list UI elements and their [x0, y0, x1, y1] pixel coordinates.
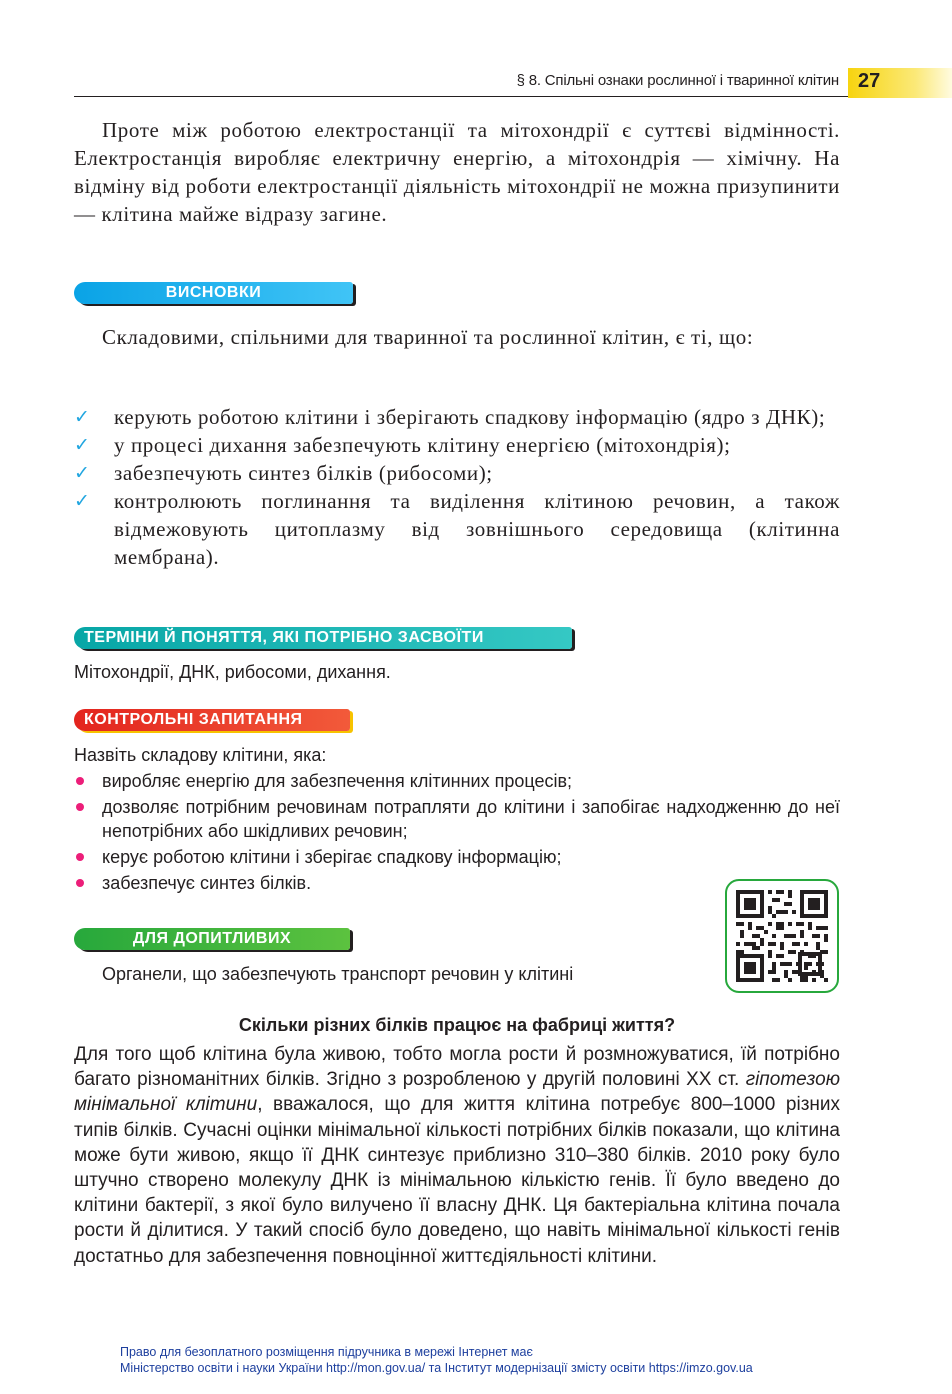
- qr-code-graphic: [736, 890, 828, 982]
- control-questions-banner: КОНТРОЛЬНІ ЗАПИТАННЯ: [74, 709, 350, 731]
- curious-banner: ДЛЯ ДОПИТЛИВИХ: [74, 928, 350, 950]
- info-box-title: Скільки різних білків працює на фабриці життя?: [238, 1015, 676, 1035]
- list-item-text: виробляє енергію для забезпечення клітинних процесів;: [102, 771, 573, 791]
- conclusions-banner: ВИСНОВКИ: [74, 282, 353, 304]
- bullet-icon: [76, 803, 84, 811]
- bullet-icon: [76, 853, 84, 861]
- control-questions-list: [74, 769, 840, 897]
- checkmark-icon: ✓: [74, 434, 91, 456]
- list-item: [74, 845, 840, 869]
- info-box-text-part: Для того щоб клітина була живою, тобто могла рости й розмножуватися, їй потрібно багато різноманітних білків. Згідно з розробленою у другій половині XX ст.: [74, 1044, 840, 1091]
- checkmark-icon: ✓: [74, 462, 91, 484]
- list-item: [74, 459, 840, 487]
- info-box-text-part: , вважалося, що для життя клітина потребує 800–1000 різних типів білків. Сучасні оцінки мінімальної кількості потрібних білків показали, що клітина може бути живою, якщо її ДНК синтезує приблизно 310–380 білків. 2010 року було штучно створено молекулу ДНК із мінімальною кількістю генів. Її було введено до клітини бактерії, з якої було вилучено її власну ДНК. Ця бактеріальна клітина почала рости й ділитися. У такий спосіб було доведено, що навіть мінімальної кількості генів достатньо для забезпечення повноцінної життєдіяльності клітини.: [74, 1094, 841, 1267]
- control-questions-intro: Назвіть складову клітини, яка:: [74, 745, 327, 765]
- checkmark-icon: ✓: [74, 490, 91, 512]
- qr-code-icon[interactable]: [725, 879, 839, 993]
- list-item-text: керують роботою клітини і зберігають спадкову інформацію (ядро з ДНК);: [114, 405, 826, 429]
- conclusions-list: [74, 403, 840, 571]
- running-title: § 8. Спільні ознаки рослинної і тваринної клітин: [516, 72, 839, 89]
- header-rule: [74, 96, 848, 97]
- intro-paragraph: Проте між роботою електростанції та мітохондрії є суттєві відмінності. Електростанція виробляє електричну енергію, а мітохондрія — хімічну. На відміну від роботи електростанції діяльність мітохондрії не можна призупинити — клітина майже відразу загине.: [74, 118, 840, 226]
- list-item-text: контролюють поглинання та виділення клітиною речовин, а також відмежовують цитоплазму від зовнішнього середовища (клітинна мембрана).: [114, 489, 840, 569]
- conclusions-lead: Складовими, спільними для тваринної та рослинної клітин, є ті, що:: [102, 325, 754, 349]
- list-item-text: забезпечує синтез білків.: [102, 873, 312, 893]
- page-number: 27: [858, 70, 881, 92]
- list-item-text: у процесі дихання забезпечують клітину енергією (мітохондрія);: [114, 433, 731, 457]
- list-item-text: забезпечують синтез білків (рибосоми);: [114, 461, 493, 485]
- footer-line: Міністерство освіти і науки України http://mon.gov.ua/ та Інститут модернізації змісту освіти https://imzo.gov.ua: [120, 1361, 753, 1375]
- bullet-icon: [76, 777, 84, 785]
- bullet-icon: [76, 879, 84, 887]
- list-item: [74, 795, 840, 843]
- list-item: [74, 769, 840, 793]
- info-box-text: [74, 1042, 840, 1269]
- checkmark-icon: ✓: [74, 406, 91, 428]
- list-item: [74, 403, 840, 431]
- footer-line: Право для безоплатного розміщення підручника в мережі Інтернет має: [120, 1345, 533, 1359]
- list-item: [74, 487, 840, 571]
- info-box-term: гіпотезою мінімальної клітини: [74, 1069, 840, 1116]
- list-item-text: дозволяє потрібним речовинам потрапляти до клітини і запобігає надходженню до неї непотрібних або шкідливих речовин;: [102, 797, 840, 841]
- terms-banner: ТЕРМІНИ Й ПОНЯТТЯ, ЯКІ ПОТРІБНО ЗАСВОЇТИ: [74, 627, 572, 649]
- list-item: [74, 431, 840, 459]
- terms-text: Мітохондрії, ДНК, рибосоми, дихання.: [74, 662, 391, 682]
- list-item-text: керує роботою клітини і зберігає спадкову інформацію;: [102, 847, 562, 867]
- curious-link-text: Органели, що забезпечують транспорт речовин у клітині: [102, 964, 574, 984]
- footer-notice: [120, 1344, 753, 1376]
- page-number-tab: [848, 68, 952, 98]
